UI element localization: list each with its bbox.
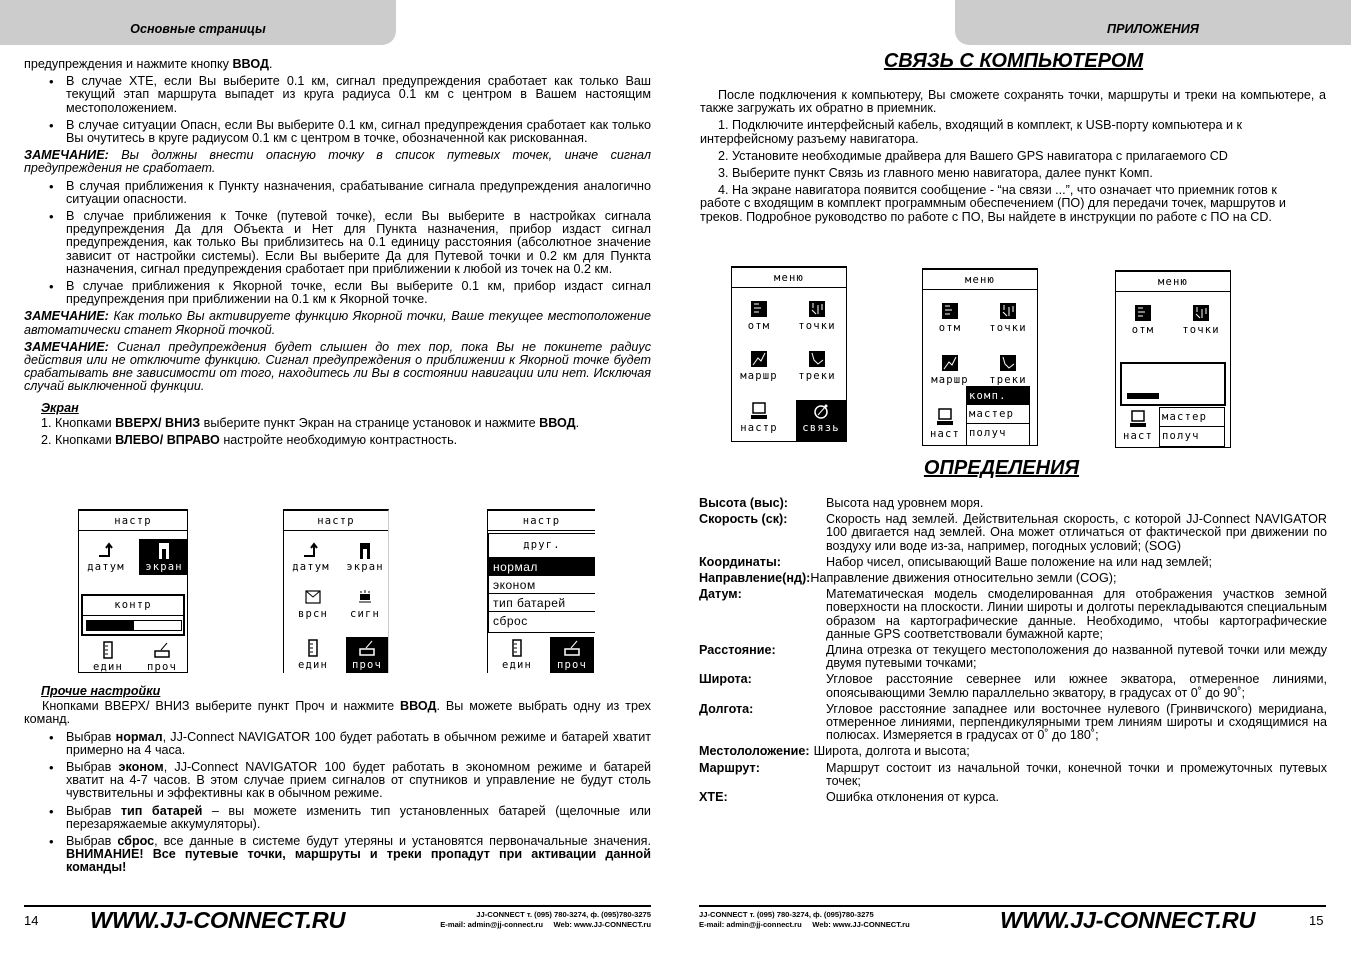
subsection-title-screen: Экран bbox=[41, 400, 79, 415]
definition-desc: Набор чисел, описывающий Ваше положение на или над землей; bbox=[826, 554, 1212, 569]
definition-desc: Угловое расстояние севернее или южнее экватора, отмеренное линиями, опоясывающими Землю параллельно экватору, в градусах от 0˚ до 90˚; bbox=[826, 672, 1327, 700]
option-economy[interactable]: эконом bbox=[489, 576, 595, 594]
contact-email-web: E-mail: admin@jj-connect.ru Web: www.JJ-CONNECT.ru bbox=[440, 919, 651, 929]
intro-paragraph: После подключения к компьютеру, Вы сможете сохранять точки, маршруты и треки на компьютере, а также загружать их обратно в приемник. bbox=[700, 88, 1326, 116]
item-label: проч bbox=[351, 659, 383, 671]
step-number: 1. bbox=[41, 415, 52, 430]
section-header-tab bbox=[0, 0, 396, 45]
menu-item-units bbox=[492, 639, 542, 671]
route-icon bbox=[941, 354, 959, 372]
item-label: датум bbox=[87, 561, 125, 573]
keyboard-icon bbox=[358, 639, 376, 657]
definition-term: Долгота: bbox=[699, 701, 754, 716]
menu-item-screen bbox=[340, 541, 389, 573]
screen-icon bbox=[155, 541, 173, 559]
computer-icon bbox=[750, 402, 768, 420]
note-label: ЗАМЕЧАНИЕ: bbox=[24, 339, 109, 354]
definition-desc: Ошибка отклонения от курса. bbox=[826, 790, 999, 805]
page-number: 14 bbox=[24, 913, 39, 928]
menu-item-datum bbox=[286, 541, 336, 573]
other-intro bbox=[24, 700, 651, 726]
pc-connection-text bbox=[700, 89, 1326, 228]
item-label: един bbox=[501, 659, 533, 671]
track-icon bbox=[999, 354, 1017, 372]
menu-item-time bbox=[288, 588, 338, 620]
definition-row bbox=[699, 588, 1327, 641]
menu-item-routes bbox=[925, 354, 975, 386]
item-label: точки bbox=[798, 320, 836, 332]
note-text: Вы должны внести опасную точку в список путевых точек, иначе сигнал предупреждения не сработает. bbox=[24, 148, 651, 176]
text: , все данные в системе будут утеряны и установятся первоначальные значения. bbox=[154, 834, 651, 849]
screen-title: настр bbox=[284, 511, 388, 531]
definition-term: XTE: bbox=[699, 790, 728, 805]
contact-phone: JJ-CONNECT т. (095) 780-3274, ф. (095)780-3275 bbox=[699, 910, 874, 919]
menu-item-connection bbox=[796, 400, 846, 442]
item-label: сигн bbox=[349, 608, 381, 620]
numbered-step: 2. Установите необходимые драйвера для Вашего GPS навигатора с прилагаемого CD bbox=[718, 148, 1228, 163]
popup-title: друг. bbox=[489, 534, 595, 558]
numbered-step bbox=[24, 434, 651, 447]
progress-fill bbox=[1127, 393, 1159, 399]
definition-term: Скорость (ск): bbox=[699, 512, 788, 527]
note-paragraph bbox=[24, 341, 651, 394]
item-label: врсн bbox=[297, 608, 329, 620]
bullet-item bbox=[24, 835, 651, 875]
track-icon bbox=[808, 350, 826, 368]
other-settings-block bbox=[24, 685, 651, 879]
text: . bbox=[268, 57, 273, 71]
page-number: 15 bbox=[1309, 913, 1324, 928]
submenu-option-master[interactable]: мастер bbox=[1160, 408, 1224, 427]
keyboard-icon bbox=[153, 641, 171, 659]
definition-row bbox=[699, 703, 1327, 743]
definition-row bbox=[699, 556, 1327, 569]
menu-item-units bbox=[288, 639, 338, 671]
device-screen-connection-submenu bbox=[922, 268, 1038, 446]
item-label: датум bbox=[292, 561, 330, 573]
screen-title: меню bbox=[732, 268, 846, 288]
definition-term: Широта: bbox=[699, 672, 752, 687]
text: . bbox=[575, 415, 580, 430]
submenu-option-pc[interactable]: комп. bbox=[967, 387, 1029, 405]
contact-email-web: E-mail: admin@jj-connect.ru Web: www.JJ-CONNECT.ru bbox=[699, 919, 910, 929]
definition-row bbox=[699, 497, 1327, 510]
item-label: экран bbox=[346, 561, 384, 573]
text: , JJ-Connect NAVIGATOR 100 будет работать в экономном режиме и батарей хватит на 4-7 часов. В этом случае прием сигналов от спутников и управление не будут столь чувствительны и эффективны как в обычном режиме. bbox=[66, 760, 651, 801]
menu-item-mark bbox=[925, 302, 975, 334]
text: предупреждения и нажмите кнопку bbox=[24, 57, 233, 71]
bullet-item: • В случая приближения к Пункту назначения, срабатывание сигнала предупреждения аналогично ситуации опасности. bbox=[24, 180, 651, 206]
text: настройте необходимую контрастность. bbox=[219, 433, 458, 448]
note-label: ЗАМЕЧАНИЕ: bbox=[24, 148, 109, 163]
text: , JJ-Connect NAVIGATOR 100 будет работать в обычном режиме и батарей хватит примерно на 4 часа. bbox=[66, 729, 652, 757]
definition-desc: Длина отрезка от текущего местоположения до названной путевой точки или между двумя путевыми точками; bbox=[826, 643, 1327, 671]
definition-term: Маршрут: bbox=[699, 760, 760, 775]
definition-desc: Математическая модель смоделированная для отображения участков земной поверхности на плоскости. Линии широты и долготы перекладываются специальным образом на картографические данные. Необходимо, чтобы картографические данные GPS соответствовали бумажной карте; bbox=[826, 587, 1327, 641]
bullet-item: • В случае приближения к Точке (путевой точке), если Вы выберите в настройках сигнала предупреждения Да для Объекта и Нет для Пункта назначения, прибор издаст сигнал предупреждения, как только Вы приблизитесь на 0.1 единицу расстояния (абсолютное значение зависит от настройки системы). Если Вы выберите Да для Путевой точки и 0.2 км для Пункта назначения, сигнал предупреждения сработает при приближении к любой из точек на 0.2 км. bbox=[24, 210, 651, 276]
definition-row bbox=[699, 513, 1327, 553]
device-screen-other-options bbox=[487, 509, 595, 673]
text: – вы можете изменить тип установленных батарей (щелочные или перезаряжаемые аккумуляторы). bbox=[66, 803, 651, 831]
device-screen-settings bbox=[283, 509, 389, 673]
menu-item-settings bbox=[1116, 410, 1160, 442]
screen-title: меню bbox=[1116, 272, 1230, 292]
clock-icon bbox=[304, 588, 322, 606]
menu-item-mark bbox=[734, 300, 784, 332]
menu-item-tracks bbox=[792, 350, 842, 382]
item-label: отм bbox=[1131, 324, 1155, 336]
note-text: Сигнал предупреждения будет слышен до тех пор, пока Вы не покинете радиус действия или не отключите функцию. Сигнал предупреждения о приближении к Якорной точке будет срабатывать вне зависимости от того, находитесь ли Вы в состоянии навигации или нет. Исключая случай выключенной функции. bbox=[24, 339, 651, 394]
menu-item-other bbox=[137, 641, 187, 673]
definition-desc: Маршрут состоит из начальной точки, конечной точки и промежуточных путевых точек; bbox=[826, 760, 1327, 788]
submenu-option-receive[interactable]: получ bbox=[1162, 430, 1200, 442]
definition-row bbox=[699, 572, 1327, 585]
definition-row bbox=[699, 791, 1327, 804]
contrast-slider[interactable] bbox=[86, 620, 182, 631]
bold-text: нормал bbox=[115, 729, 163, 744]
connection-submenu bbox=[966, 386, 1030, 446]
menu-item-datum bbox=[81, 541, 131, 573]
connection-progress-bar bbox=[1126, 392, 1220, 400]
option-normal[interactable]: нормал bbox=[489, 558, 595, 576]
item-label: треки bbox=[798, 370, 836, 382]
definition-desc: Высота над уровнем моря. bbox=[826, 496, 984, 510]
menu-item-other bbox=[346, 637, 388, 673]
bullet-item: • В случае XTE, если Вы выберите 0.1 км, сигнал предупреждения сработает как только Ваш текущий этап маршрута выпадет из круга радиуса 0.1 км с центром в Вашем настоящим местоположением. bbox=[24, 75, 651, 115]
warning-text: ВНИМАНИЕ! Все путевые точки, маршруты и треки пропадут при активации данной команды! bbox=[66, 847, 651, 875]
keyboard-icon bbox=[563, 639, 581, 657]
bold-text: ВВОД bbox=[232, 57, 269, 71]
datum-icon bbox=[97, 541, 115, 559]
definition-row bbox=[699, 673, 1327, 699]
option-reset[interactable]: сброс bbox=[493, 614, 528, 628]
menu-item-waypoints bbox=[983, 302, 1033, 334]
submenu-option-master[interactable]: мастер bbox=[967, 405, 1029, 424]
right-page bbox=[676, 0, 1351, 954]
note-label: ЗАМЕЧАНИЕ: bbox=[24, 309, 109, 324]
waypoints-icon bbox=[808, 300, 826, 318]
text: Кнопками bbox=[55, 433, 116, 448]
text: . Вы можете выбрать одну из трех команд. bbox=[24, 699, 651, 727]
footer-website-link[interactable]: WWW.JJ-CONNECT.RU bbox=[90, 907, 346, 933]
menu-item-settings bbox=[734, 402, 784, 434]
numbered-step bbox=[24, 417, 651, 430]
item-label: отм bbox=[938, 322, 962, 334]
datum-icon bbox=[302, 541, 320, 559]
item-label: наст bbox=[929, 428, 961, 440]
connection-submenu bbox=[1159, 407, 1225, 447]
item-label: проч bbox=[556, 659, 588, 671]
item-label: маршр bbox=[931, 374, 969, 386]
mark-icon bbox=[941, 302, 959, 320]
bullet-item: • В случае приближения к Якорной точке, если Вы выберите 0.1 км, прибор издаст сигнал предупреждения при приближении на 0.1 км к Якорной точке. bbox=[24, 280, 651, 306]
menu-item-mark bbox=[1118, 304, 1168, 336]
screen-icon bbox=[356, 541, 374, 559]
menu-item-other bbox=[550, 637, 594, 673]
definition-row bbox=[699, 745, 1327, 758]
section-header-label: ПРИЛОЖЕНИЯ bbox=[1107, 21, 1199, 36]
mark-icon bbox=[750, 300, 768, 318]
definition-desc: Скорость над землей. Действительная скорость, с которой JJ-Connect NAVIGATOR 100 двигается над землей. Она может отличаться от фактической при движении по воздуху или воде из-за, например, погодных условий; (SOG) bbox=[826, 512, 1327, 553]
definition-term: Расстояние: bbox=[699, 643, 776, 658]
bold-text: сброс bbox=[117, 834, 155, 849]
numbered-step: 1. Подключите интерфейсный кабель, входящий в комплект, к USB-порту компьютера и к интерфейсному разъему навигатора. bbox=[700, 118, 1243, 146]
item-label: связь bbox=[802, 422, 840, 434]
contact-phone: JJ-CONNECT т. (095) 780-3274, ф. (095)780-3275 bbox=[476, 910, 651, 919]
definitions-list bbox=[699, 497, 1327, 807]
mark-icon bbox=[1134, 304, 1152, 322]
menu-item-waypoints bbox=[1176, 304, 1226, 336]
bold-text: ВЛЕВО/ ВПРАВО bbox=[115, 433, 220, 448]
item-label: точки bbox=[1182, 324, 1220, 336]
computer-icon bbox=[1129, 410, 1147, 428]
footer-contact bbox=[396, 910, 651, 929]
text: Выбрав bbox=[66, 760, 119, 775]
screen-title: меню bbox=[923, 270, 1037, 290]
item-label: маршр bbox=[740, 370, 778, 382]
device-screen-contrast bbox=[78, 509, 188, 673]
submenu-option-receive[interactable]: получ bbox=[969, 427, 1007, 439]
text: Выбрав bbox=[66, 834, 118, 849]
bold-text: тип батарей bbox=[120, 803, 203, 818]
definition-term: Датум: bbox=[699, 587, 742, 602]
definition-row bbox=[699, 762, 1327, 788]
bold-text: ВВОД bbox=[539, 415, 576, 430]
item-label: треки bbox=[989, 374, 1027, 386]
note-paragraph bbox=[24, 149, 651, 175]
definition-row bbox=[699, 644, 1327, 670]
definition-term: Местололожение: bbox=[699, 744, 810, 759]
option-battery-type[interactable]: тип батарей bbox=[489, 594, 595, 612]
waypoints-icon bbox=[999, 302, 1017, 320]
text: выберите пункт Экран на странице установок и нажмите bbox=[200, 415, 540, 430]
screen-title: настр bbox=[488, 511, 595, 531]
route-icon bbox=[750, 350, 768, 368]
footer-website-link[interactable]: WWW.JJ-CONNECT.RU bbox=[1000, 907, 1256, 933]
screen-title: настр bbox=[79, 511, 187, 531]
item-label: отм bbox=[747, 320, 771, 332]
status-message: на связи... bbox=[1125, 367, 1208, 379]
slider-fill bbox=[87, 621, 134, 630]
subsection-title-other: Прочие настройки bbox=[41, 684, 161, 698]
text: Выбрав bbox=[66, 803, 121, 818]
item-label: наст bbox=[1122, 430, 1154, 442]
section-header-tab bbox=[955, 0, 1351, 45]
menu-item-settings bbox=[923, 408, 967, 440]
menu-item-units bbox=[83, 641, 133, 673]
connecting-status-dialog bbox=[1120, 362, 1226, 406]
popup-title: контр bbox=[83, 596, 183, 616]
definition-term: Высота (выс): bbox=[699, 496, 788, 510]
note-paragraph bbox=[24, 310, 651, 336]
section-header-label: Основные страницы bbox=[130, 21, 266, 36]
waypoints-icon bbox=[1192, 304, 1210, 322]
bullet-item bbox=[24, 731, 651, 757]
item-label: един bbox=[92, 661, 124, 673]
menu-item-routes bbox=[734, 350, 784, 382]
warning-text-block bbox=[24, 58, 651, 451]
page-title-pc-connection: СВЯЗЬ С КОМПЬЮТЕРОМ bbox=[883, 50, 1144, 72]
numbered-step: 3. Выберите пункт Связь из главного меню навигатора, далее пункт Комп. bbox=[718, 166, 1153, 181]
note-text: Как только Вы активируете функцию Якорной точки, Ваше текущее местоположение автоматически станет Якорной точкой. bbox=[24, 309, 651, 337]
bullet-item bbox=[24, 761, 651, 801]
menu-item-alarm bbox=[340, 588, 389, 620]
alarm-icon bbox=[356, 588, 374, 606]
footer-contact bbox=[699, 910, 959, 929]
intro-paragraph bbox=[24, 58, 651, 71]
bold-text: ВВОД bbox=[400, 699, 437, 714]
definition-term: Направление(нд): bbox=[699, 571, 811, 586]
bullet-item: • В случае ситуации Опасн, если Вы выберите 0.1 км, сигнал предупреждения сработает как только Вы очутитесь в круге радиусом 0.1 км с центром в точке, обозначенной как рискованная. bbox=[24, 119, 651, 145]
menu-item-tracks bbox=[983, 354, 1033, 386]
ruler-icon bbox=[99, 641, 117, 659]
step-number: 2. bbox=[41, 433, 52, 448]
menu-item-screen bbox=[139, 539, 188, 575]
definition-desc: Угловое расстояние западнее или восточнее нулевого (Гринвичского) меридиана, отмеренное линиями, перпендикулярными трем линиям широты и сходящимися на полюсах. Измеряется в градусах от 0˚ до 180˚; bbox=[826, 701, 1327, 743]
computer-icon bbox=[936, 408, 954, 426]
definitions-title: ОПРЕДЕЛЕНИЯ bbox=[923, 457, 1080, 479]
device-screen-main-menu bbox=[731, 266, 847, 442]
text: Выбрав bbox=[66, 729, 116, 744]
bullet-item bbox=[24, 805, 651, 831]
definition-desc: Направление движения относительно земли (COG); bbox=[810, 571, 1117, 586]
bold-text: ВВЕРХ/ ВНИЗ bbox=[115, 415, 201, 430]
definition-term: Координаты: bbox=[699, 554, 781, 569]
menu-item-waypoints bbox=[792, 300, 842, 332]
ruler-icon bbox=[304, 639, 322, 657]
item-label: точки bbox=[989, 322, 1027, 334]
text: Кнопками ВВЕРХ/ ВНИЗ выберите пункт Проч и нажмите bbox=[42, 699, 400, 714]
definition-desc: Широта, долгота и высота; bbox=[813, 744, 970, 759]
item-label: проч bbox=[146, 661, 178, 673]
numbered-step: 4. На экране навигатора появится сообщение - “на связи ...”, что означает что приемник готов к работе с входящим в комплект программным обеспечением (ПО) для передачи точек, маршрутов и треков. Подробное руководство по работе с ПО, Вы найдете в инструкции по работе с ПО на CD. bbox=[700, 183, 1286, 224]
other-options-popup bbox=[488, 533, 595, 633]
item-label: настр bbox=[740, 422, 778, 434]
satellite-dish-icon bbox=[812, 402, 830, 420]
text: Кнопками bbox=[55, 415, 116, 430]
bold-text: эконом bbox=[118, 760, 164, 775]
ruler-icon bbox=[508, 639, 526, 657]
item-label: един bbox=[297, 659, 329, 671]
device-screen-connecting bbox=[1115, 270, 1231, 448]
contrast-popup bbox=[81, 594, 185, 636]
item-label: экран bbox=[145, 561, 183, 573]
